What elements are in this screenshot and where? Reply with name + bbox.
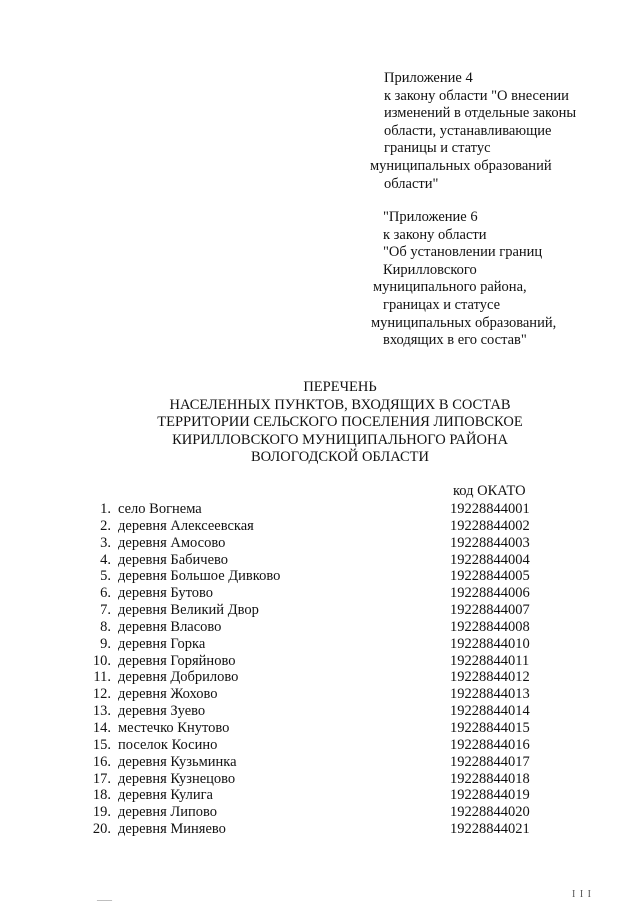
list-item xyxy=(93,636,553,653)
settlement-name: деревня Кулига xyxy=(118,787,213,804)
settlement-name: поселок Косино xyxy=(118,736,218,753)
footer-mark-right: I I I xyxy=(572,889,592,900)
settlement-name: деревня Миняево xyxy=(118,821,226,838)
list-item-number: 17. xyxy=(92,770,111,787)
list-item-number: 2. xyxy=(100,517,111,534)
list-item xyxy=(93,501,553,518)
list-item xyxy=(93,720,553,737)
appendix-4-line: области, устанавливающие xyxy=(384,122,552,139)
settlement-name: деревня Бутово xyxy=(118,585,214,602)
settlement-name: деревня Кузьминка xyxy=(118,753,237,770)
title-line: ТЕРРИТОРИИ СЕЛЬСКОГО ПОСЕЛЕНИЯ ЛИПОВСКОЕ xyxy=(157,414,523,431)
list-item xyxy=(93,804,553,821)
list-item xyxy=(93,686,553,703)
settlement-list xyxy=(93,501,553,838)
okato-code: 19228844016 xyxy=(450,736,530,753)
list-item xyxy=(93,669,553,686)
list-item xyxy=(93,821,553,838)
okato-code: 19228844019 xyxy=(450,787,530,804)
list-item-number: 19. xyxy=(92,804,111,821)
okato-code: 19228844011 xyxy=(450,652,530,669)
okato-code: 19228844007 xyxy=(450,602,530,619)
list-item-number: 4. xyxy=(100,551,111,568)
list-item-number: 3. xyxy=(100,534,111,551)
appendix-6-line: "Об установлении границ xyxy=(383,244,543,261)
okato-code: 19228844002 xyxy=(450,517,530,534)
list-item xyxy=(93,619,553,636)
list-item xyxy=(93,653,553,670)
okato-code: 19228844006 xyxy=(450,585,530,602)
list-item-number: 12. xyxy=(92,686,111,703)
settlement-name: деревня Великий Двор xyxy=(118,602,259,619)
appendix-4-reference xyxy=(370,70,629,193)
list-item xyxy=(93,771,553,788)
appendix-4-line: области" xyxy=(384,175,439,192)
appendix-6-line: входящих в его состав" xyxy=(383,332,527,349)
list-item-number: 13. xyxy=(92,703,111,720)
list-item-number: 16. xyxy=(92,753,111,770)
list-item-number: 5. xyxy=(100,568,111,585)
list-item xyxy=(93,568,553,585)
appendix-4-line: муниципальных образований xyxy=(370,157,552,174)
appendix-6-line: муниципального района, xyxy=(373,279,527,296)
okato-code: 19228844001 xyxy=(450,501,530,517)
okato-code: 19228844021 xyxy=(450,821,530,838)
okato-code: 19228844020 xyxy=(450,804,530,821)
list-item xyxy=(93,787,553,804)
appendix-6-line: "Приложение 6 xyxy=(383,209,478,225)
document-title xyxy=(100,379,580,467)
list-item-number: 1. xyxy=(100,501,111,517)
settlement-name: местечко Кнутово xyxy=(118,719,230,736)
list-item-number: 20. xyxy=(92,821,111,838)
list-item xyxy=(93,518,553,535)
settlement-name: деревня Кузнецово xyxy=(118,770,236,787)
okato-code: 19228844005 xyxy=(450,568,530,585)
list-item-number: 14. xyxy=(92,719,111,736)
list-item-number: 7. xyxy=(100,602,111,619)
appendix-4-line: изменений в отдельные законы xyxy=(384,105,577,122)
title-line: НАСЕЛЕННЫХ ПУНКТОВ, ВХОДЯЩИХ В СОСТАВ xyxy=(169,396,511,413)
list-item xyxy=(93,535,553,552)
okato-code: 19228844003 xyxy=(450,534,530,551)
settlement-name: деревня Зуево xyxy=(118,703,206,720)
list-item xyxy=(93,552,553,569)
title-line: КИРИЛЛОВСКОГО МУНИЦИПАЛЬНОГО РАЙОНА xyxy=(172,431,508,448)
okato-code: 19228844004 xyxy=(450,551,530,568)
list-item xyxy=(93,585,553,602)
okato-code: 19228844017 xyxy=(450,753,530,770)
settlement-name: село Вогнема xyxy=(118,501,202,517)
settlement-name: деревня Жохово xyxy=(118,686,218,703)
okato-code: 19228844015 xyxy=(450,719,530,736)
settlement-name: деревня Власово xyxy=(118,618,222,635)
list-item xyxy=(93,602,553,619)
okato-code: 19228844010 xyxy=(450,635,530,652)
okato-code: 19228844014 xyxy=(450,703,530,720)
list-item-number: 9. xyxy=(100,635,111,652)
settlement-name: деревня Горяйново xyxy=(118,652,236,669)
list-item xyxy=(93,737,553,754)
list-item-number: 6. xyxy=(100,585,111,602)
list-item-number: 8. xyxy=(100,618,111,635)
settlement-name: деревня Алексеевская xyxy=(118,517,254,534)
appendix-6-line: муниципальных образований, xyxy=(371,314,557,331)
title-line: ВОЛОГОДСКОЙ ОБЛАСТИ xyxy=(251,449,429,466)
okato-code: 19228844012 xyxy=(450,669,530,686)
appendix-6-line: границах и статусе xyxy=(383,296,501,313)
list-item-number: 10. xyxy=(92,652,111,669)
list-item-number: 11. xyxy=(93,669,111,686)
list-item-number: 15. xyxy=(92,736,111,753)
appendix-6-line: к закону области xyxy=(383,226,487,243)
okato-column-header: код ОКАТО xyxy=(453,483,526,499)
settlement-name: деревня Горка xyxy=(118,635,206,652)
appendix-4-line: к закону области "О внесении xyxy=(384,87,569,104)
list-item xyxy=(93,754,553,771)
settlement-name: деревня Большое Дивково xyxy=(118,568,281,585)
settlement-name: деревня Бабичево xyxy=(118,551,229,568)
list-item xyxy=(93,703,553,720)
appendix-4-line: Приложение 4 xyxy=(384,70,473,86)
footer-mark-left: ___ xyxy=(97,891,112,902)
okato-code: 19228844013 xyxy=(450,686,530,703)
settlement-name: деревня Амосово xyxy=(118,534,226,551)
appendix-4-line: границы и статус xyxy=(384,140,491,157)
okato-code: 19228844018 xyxy=(450,770,530,787)
settlement-name: деревня Добрилово xyxy=(118,669,239,686)
appendix-6-reference xyxy=(371,209,628,350)
settlement-name: деревня Липово xyxy=(118,804,218,821)
list-item-number: 18. xyxy=(92,787,111,804)
appendix-6-line: Кирилловского xyxy=(383,261,477,278)
okato-code: 19228844008 xyxy=(450,618,530,635)
title-line: ПЕРЕЧЕНЬ xyxy=(303,379,377,395)
